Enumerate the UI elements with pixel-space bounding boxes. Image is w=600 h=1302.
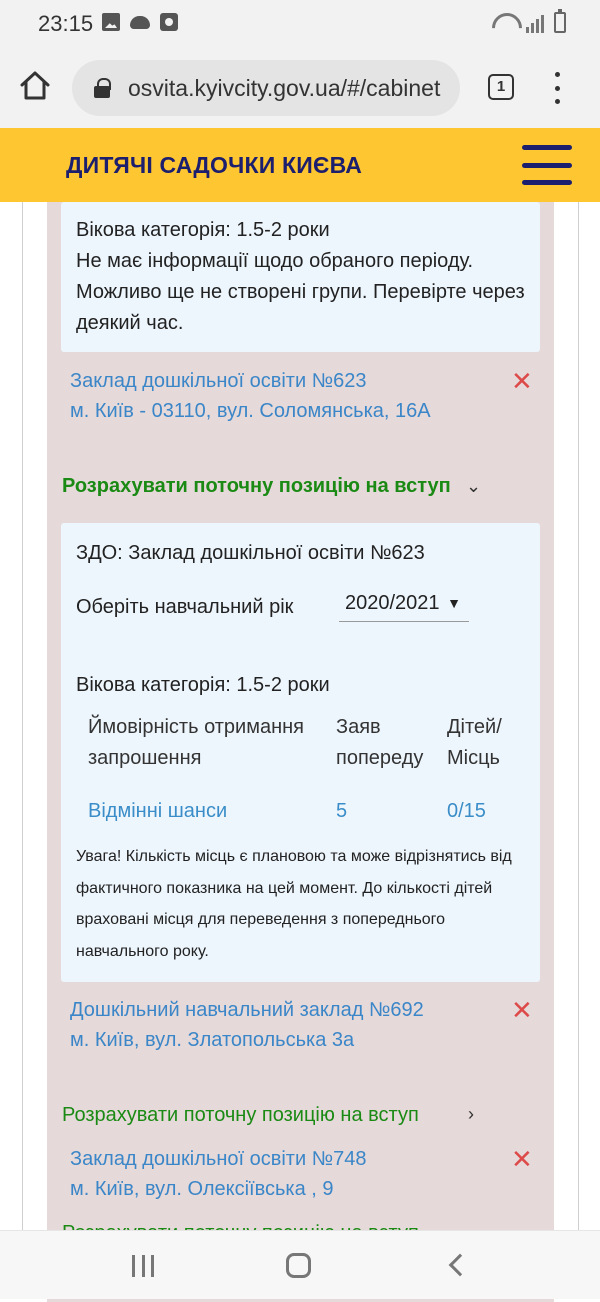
recent-apps-icon[interactable] — [132, 1255, 154, 1277]
tab-switcher-button[interactable]: 1 — [488, 74, 514, 100]
url-bar[interactable] — [72, 60, 460, 116]
calc-position-link[interactable]: Розрахувати поточну позицію на вступ — [62, 1104, 419, 1126]
institution-address: м. Київ, вул. Олексіївська , 9 — [70, 1178, 334, 1200]
calc-position-link[interactable]: Розрахувати поточну позицію на вступ — [62, 475, 451, 497]
remove-institution-button[interactable]: ✕ — [511, 995, 533, 1025]
image-icon — [102, 13, 120, 31]
cloud-icon — [130, 16, 150, 29]
site-header — [0, 128, 600, 202]
institution-name: Заклад дошкільної освіти №748 — [70, 1148, 367, 1170]
back-icon[interactable] — [449, 1254, 472, 1277]
institution-name: Дошкільний навчальний заклад №692 — [70, 999, 424, 1021]
year-select-value: 2020/2021 — [345, 592, 440, 614]
site-title[interactable]: ДИТЯЧІ САДОЧКИ КИЄВА — [66, 152, 363, 178]
main-content — [0, 202, 600, 1230]
lock-icon — [94, 78, 110, 98]
more-options-icon[interactable] — [553, 72, 561, 104]
table-header-places: Дітей/ Місць — [447, 716, 502, 769]
remove-institution-button[interactable]: ✕ — [511, 1144, 533, 1174]
institution-name: Заклад дошкільної освіти №623 — [70, 370, 367, 392]
signal-icon — [526, 13, 544, 33]
year-label: Оберіть навчальний рік — [76, 596, 294, 618]
table-cell-applications: 5 — [336, 800, 348, 822]
target-icon — [160, 13, 178, 31]
age-category: Вікова категорія: 1.5-2 роки — [76, 219, 330, 241]
table-header-applications: Заяв попереду — [336, 716, 424, 769]
table-cell-chance: Відмінні шанси — [88, 800, 228, 822]
browser-toolbar — [0, 48, 600, 128]
system-nav-bar — [0, 1230, 600, 1299]
url-text: osvita.kyivcity.gov.ua/#/cabinet — [128, 74, 441, 101]
remove-institution-button[interactable]: ✕ — [511, 366, 533, 396]
table-cell-places: 0/15 — [447, 800, 486, 822]
wifi-icon — [492, 13, 516, 33]
notification-icons — [102, 13, 178, 31]
battery-icon — [554, 12, 566, 33]
zdo-label: ЗДО: Заклад дошкільної освіти №623 — [76, 542, 425, 564]
status-bar — [0, 0, 600, 48]
status-time: 23:15 — [38, 11, 94, 36]
institution-address: м. Київ, вул. Златопольська 3а — [70, 1029, 355, 1051]
detail-age-category: Вікова категорія: 1.5-2 роки — [76, 674, 330, 696]
home-icon[interactable] — [18, 68, 52, 102]
home-nav-icon[interactable] — [286, 1253, 311, 1278]
chevron-right-icon[interactable]: › — [468, 1104, 474, 1124]
hamburger-menu-icon[interactable] — [522, 145, 572, 185]
info-card — [61, 202, 540, 352]
system-icons — [492, 12, 566, 33]
notice-text: Увага! Кількість місць є плановою та може відрізнятись від фактичного показника на цей момент. До кількості дітей враховані місця для переведення з попереднього навчального року. — [76, 848, 512, 960]
dropdown-arrow-icon: ▼ — [447, 595, 461, 611]
institution-address: м. Київ - 03110, вул. Соломянська, 16А — [70, 400, 431, 422]
institution-item[interactable] — [70, 1144, 470, 1204]
no-info-message: Не має інформації щодо обраного періоду. Можливо ще не створені групи. Перевірте через деякий час. — [76, 250, 525, 334]
chevron-down-icon[interactable]: ⌄ — [466, 476, 482, 496]
position-details-card — [61, 523, 540, 982]
year-select[interactable] — [339, 592, 469, 622]
table-header-probability: Ймовірність отримання запрошення — [88, 716, 304, 769]
institution-item[interactable] — [70, 366, 470, 426]
institution-item[interactable] — [70, 995, 470, 1055]
